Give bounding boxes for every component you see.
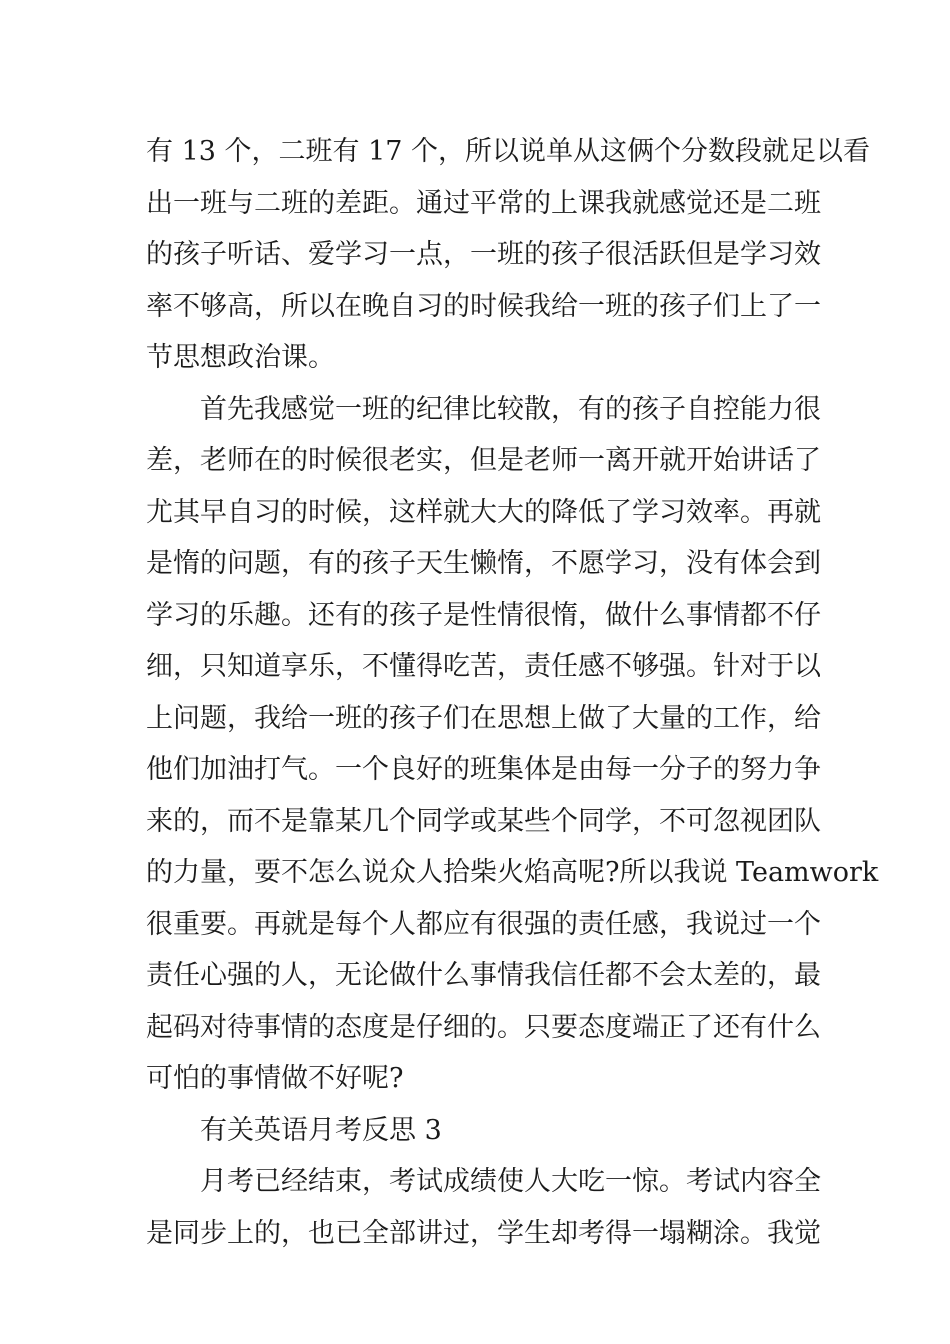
- document-body: [146, 126, 879, 1259]
- text-line: 细，只知道享乐，不懂得吃苦，责任感不够强。针对于以: [146, 651, 821, 682]
- text-line: 是同步上的，也已全部讲过，学生却考得一塌糊涂。我觉: [146, 1217, 821, 1249]
- text-line: 学习的乐趣。还有的孩子是性情很惰，做什么事情都不仔: [146, 599, 821, 631]
- text-line: 有关英语月考反思 3: [200, 1114, 442, 1146]
- text-line: 责任心强的人，无论做什么事情我信任都不会太差的，最: [146, 960, 821, 991]
- text-line: 上问题，我给一班的孩子们在思想上做了大量的工作，给: [146, 702, 821, 734]
- text-line: 起码对待事情的态度是仔细的。只要态度端正了还有什么: [146, 1011, 821, 1043]
- text-line: 很重要。再就是每个人都应有很强的责任感，我说过一个: [146, 908, 821, 940]
- text-line: 的力量，要不怎么说众人拾柴火焰高呢?所以我说 Teamwork: [146, 857, 879, 888]
- text-line: 是惰的问题，有的孩子天生懒惰，不愿学习，没有体会到: [146, 548, 821, 579]
- text-line: 他们加油打气。一个良好的班集体是由每一分子的努力争: [146, 754, 821, 785]
- text-line: 率不够高，所以在晚自习的时候我给一班的孩子们上了一: [146, 290, 821, 322]
- text-line: 有 13 个，二班有 17 个，所以说单从这俩个分数段就足以看: [146, 136, 871, 167]
- text-line: 可怕的事情做不好呢?: [146, 1063, 404, 1094]
- text-line: 出一班与二班的差距。通过平常的上课我就感觉还是二班: [146, 187, 821, 219]
- text-line: 来的，而不是靠某几个同学或某些个同学，不可忽视团队: [146, 805, 821, 837]
- text-line: 尤其早自习的时候，这样就大大的降低了学习效率。再就: [146, 496, 821, 528]
- text-line: 的孩子听话、爱学习一点，一班的孩子很活跃但是学习效: [146, 239, 821, 270]
- text-line: 首先我感觉一班的纪律比较散，有的孩子自控能力很: [200, 393, 821, 425]
- text-line: 差，老师在的时候很老实，但是老师一离开就开始讲话了: [146, 445, 821, 476]
- text-line: 月考已经结束，考试成绩使人大吃一惊。考试内容全: [200, 1166, 821, 1197]
- text-line: 节思想政治课。: [146, 342, 335, 373]
